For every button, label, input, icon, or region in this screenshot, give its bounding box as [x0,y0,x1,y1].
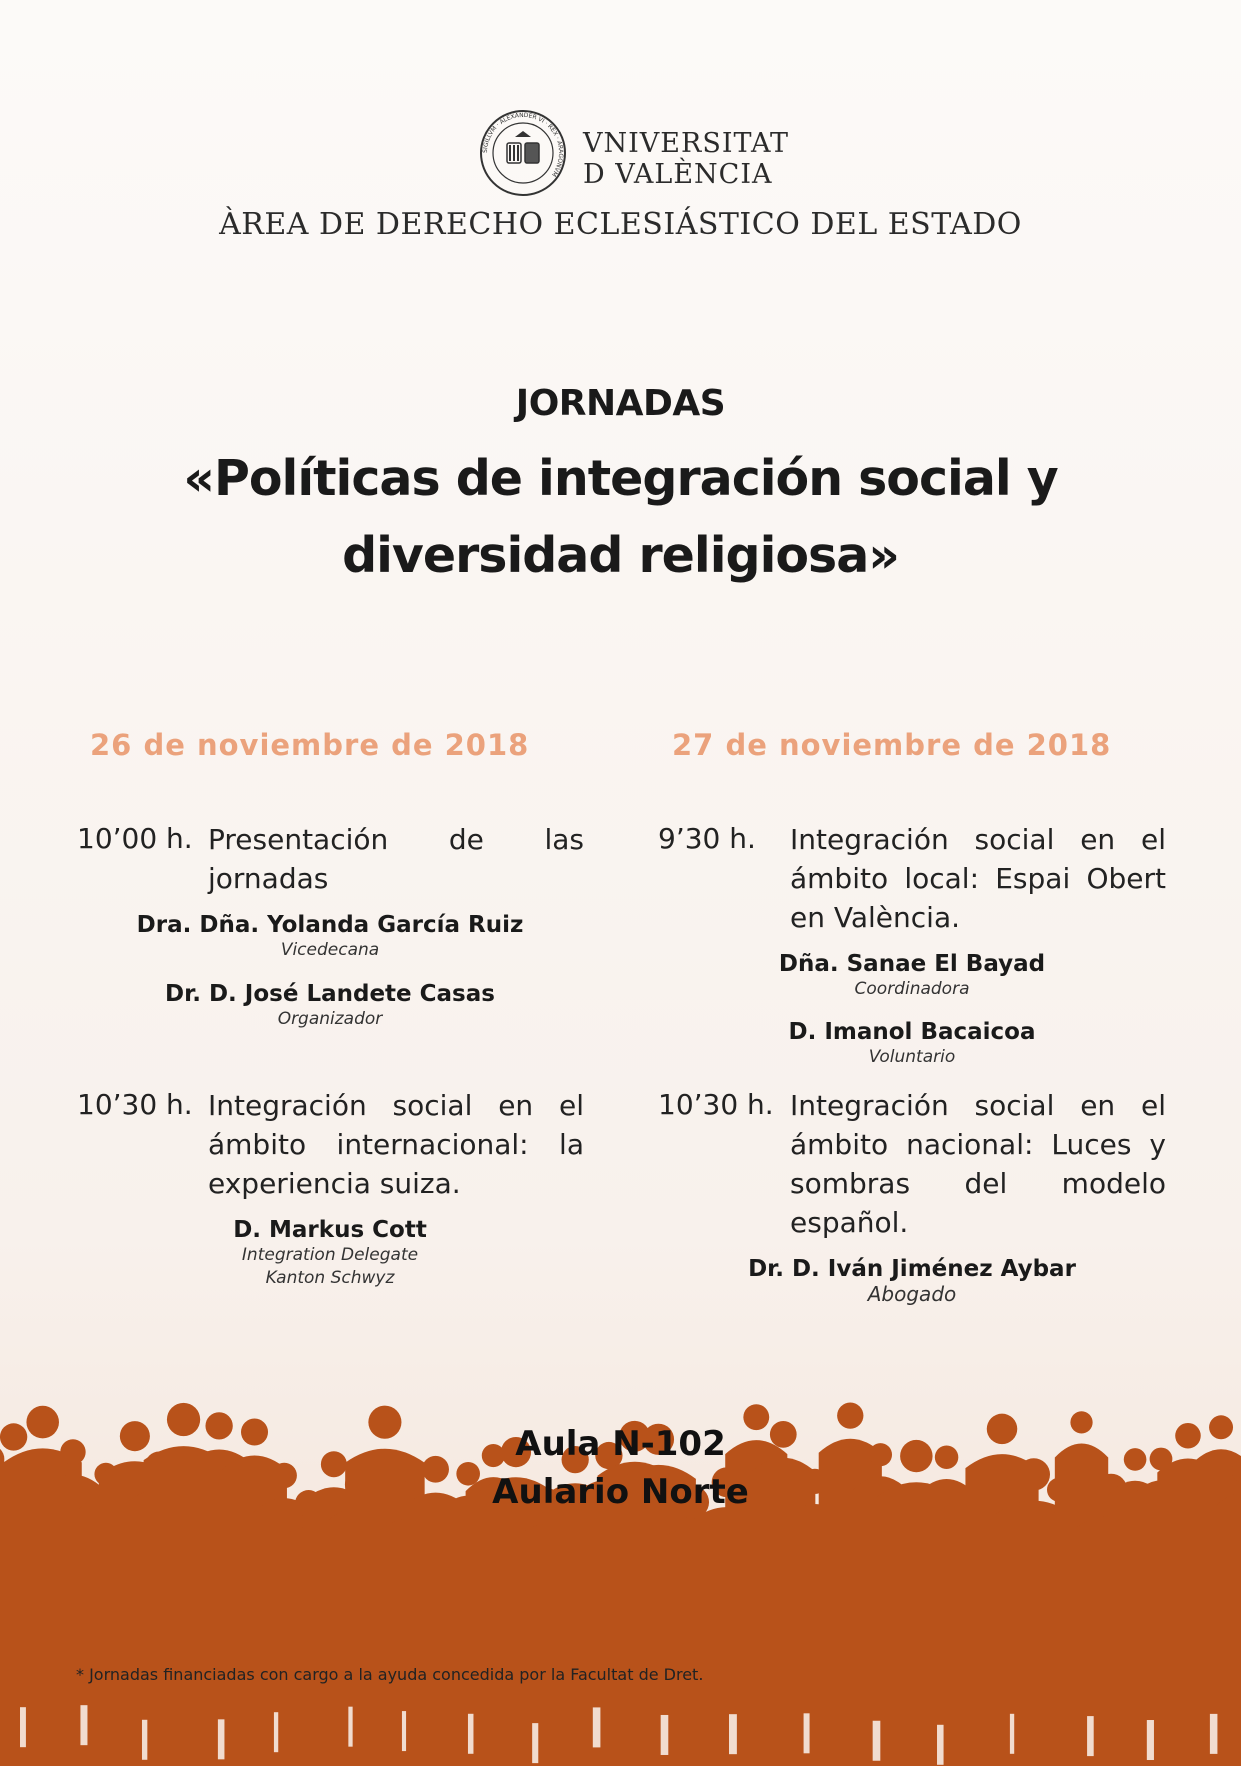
day2-session2-speaker1 [682,1255,1142,1306]
session-time: 10’00 h. [77,822,193,855]
session-topic: Integración social en el ámbito internacional: la experiencia suiza. [208,1089,584,1200]
crowd-leg-gap [142,1720,147,1760]
day1-session1-speaker1 [100,911,560,962]
crowd-leg-gap [937,1725,944,1765]
speaker-role: Organizador [277,1009,383,1029]
speaker-name: Dña. Sanae El Bayad [778,951,1046,977]
day2-session1-speaker1 [682,950,1142,1001]
speaker-role: Voluntario [868,1047,956,1067]
session-topic: Presentación de las jornadas [208,823,584,895]
venue-room: Aula N-102 [515,1424,726,1464]
venue-building: Aulario Norte [492,1472,749,1512]
crowd-leg-gap [20,1707,26,1747]
crowd-leg-gap [218,1719,225,1759]
crowd-leg-gap [348,1707,352,1747]
university-name-line1: VNIVERSITAT [583,128,790,159]
session-topic: Integración social en el ámbito local: Espai Obert en València. [790,823,1166,934]
crowd-leg-gap [1010,1714,1014,1754]
session-time: 10’30 h. [77,1088,193,1121]
university-name [583,128,789,190]
session-time: 9’30 h. [658,822,756,855]
crowd-leg-gap [593,1707,601,1747]
crowd-leg-gap [873,1721,881,1761]
speaker-name: D. Markus Cott [233,1217,427,1243]
session-topic: Integración social en el ámbito nacional: Luces y sombras del modelo español. [790,1089,1166,1239]
speaker-name: D. Imanol Bacaicoa [788,1019,1036,1045]
speaker-role: Coordinadora [854,979,970,999]
session-time: 10’30 h. [658,1088,774,1121]
crowd-leg-gap [729,1714,737,1754]
crowd-leg-gap [80,1705,87,1745]
speaker-role-line2: Kanton Schwyz [265,1268,395,1288]
speaker-name: Dr. D. Iván Jiménez Aybar [748,1256,1076,1282]
crowd-leg-gap [661,1715,669,1755]
university-seal-icon [479,109,567,197]
event-title-line2: diversidad religiosa» [342,527,899,584]
speaker-name: Dra. Dña. Yolanda García Ruiz [136,912,524,938]
event-kind: JORNADAS [515,383,726,424]
day1-date: 26 de noviembre de 2018 [90,728,530,762]
venue [0,1420,1241,1516]
crowd-leg-gap [532,1723,538,1763]
crowd-leg-gap [402,1711,406,1751]
footnote: * Jornadas financiadas con cargo a la ayuda concedida por la Facultat de Dret. [76,1665,704,1684]
department-name: ÀREA DE DERECHO ECLESIÁSTICO DEL ESTADO [219,207,1022,242]
crowd-leg-gap [1210,1714,1218,1754]
event-title [140,440,1101,594]
crowd-leg-gap [274,1712,278,1752]
crowd-leg-gap [1147,1720,1154,1760]
day1-session1-speaker2 [100,980,560,1031]
day2-date: 27 de noviembre de 2018 [672,728,1112,762]
day1-session2-speaker1 [100,1216,560,1290]
speaker-role: Abogado [867,1282,957,1306]
speaker-role: Integration Delegate [241,1245,419,1265]
speaker-role: Vicedecana [280,940,380,960]
speaker-name: Dr. D. José Landete Casas [165,981,495,1007]
svg-text:SIGILLVM · ALEXANDER VI · REX: SIGILLVM · ALEXANDER VI · REX · ARAGONVM [481,111,565,178]
crowd-leg-gap [804,1713,810,1753]
university-name-line2: D VALÈNCIA [583,159,773,190]
crowd-person-body [1215,1493,1241,1766]
event-title-line1: «Políticas de integración social y [183,450,1058,507]
day2-session1-speaker2 [682,1018,1142,1069]
crowd-leg-gap [468,1714,474,1754]
crowd-leg-gap [1087,1716,1094,1756]
